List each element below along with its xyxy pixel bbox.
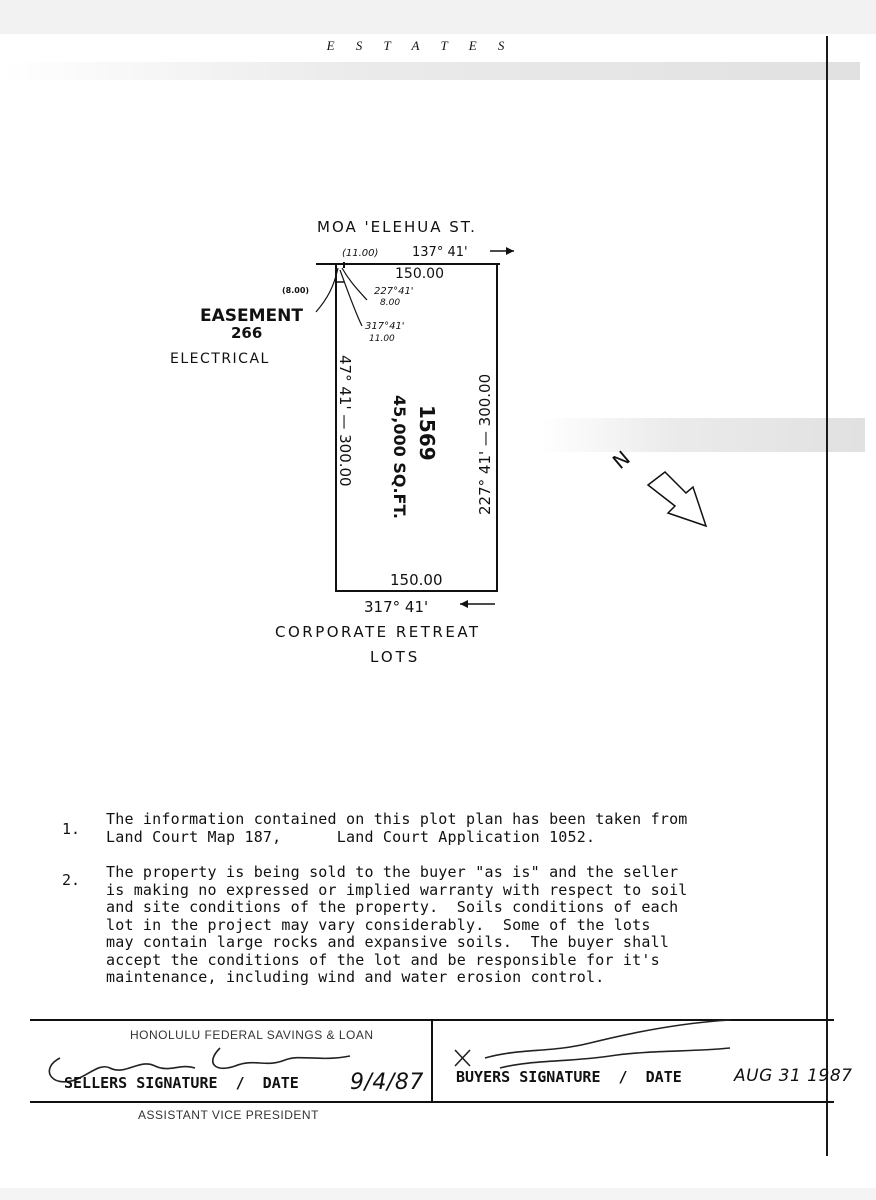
- north-label: N: [607, 445, 635, 474]
- dim-top-small: (11.00): [342, 248, 379, 259]
- easement-bearing-1: 227°41': [374, 286, 414, 297]
- buyer-signature-date: AUG 31 1987: [734, 1066, 853, 1086]
- street-name: MOA 'ELEHUA ST.: [317, 218, 477, 236]
- electrical-label: ELECTRICAL: [170, 351, 270, 367]
- lot-number: 1569: [415, 405, 439, 461]
- easement-label: EASEMENT: [200, 306, 303, 326]
- left-side-dim: 47° 41' — 300.00: [336, 355, 354, 487]
- seller-signature-date: 9/4/87: [350, 1070, 424, 1095]
- note-text: The information contained on this plot plan has been taken from Land Court Map 187, Land Court Application 1052.: [106, 810, 688, 846]
- seller-bank-stamp: HONOLULU FEDERAL SAVINGS & LOAN: [130, 1028, 374, 1042]
- easement-bearing-2: 317°41': [365, 321, 405, 332]
- easement-number: 266: [231, 324, 263, 342]
- note-number: 2.: [62, 871, 81, 889]
- north-arrow-icon: [648, 472, 706, 526]
- easement-length-2: 11.00: [369, 334, 395, 344]
- dim-small-left: (8.00): [282, 286, 310, 295]
- bottom-label-1: CORPORATE RETREAT: [275, 623, 481, 641]
- note-number: 1.: [62, 820, 81, 838]
- buyer-signature-label: BUYERS SIGNATURE / DATE: [456, 1068, 682, 1086]
- lot-area: 45,000 SQ.FT.: [390, 395, 409, 520]
- length-bottom: 150.00: [390, 571, 443, 589]
- seller-title-stamp: ASSISTANT VICE PRESIDENT: [138, 1108, 319, 1122]
- page-bottom-margin: [0, 1188, 876, 1200]
- bottom-label-2: LOTS: [370, 648, 421, 666]
- right-side-dim: 227° 41' — 300.00: [476, 373, 494, 515]
- header-title: E S T A T E S: [326, 38, 514, 53]
- note-text: The property is being sold to the buyer "as is" and the seller is making no expressed or implied warranty with respect to soil and site conditions of the property. Soils conditions of each lot in the project may vary considerably. Some of the lots may contain large rocks and expansive soils. The buyer shall accept the conditions of the lot and be responsible for it's maintenance, including wind and water erosion control.: [106, 863, 688, 986]
- easement-length-1: 8.00: [380, 298, 401, 308]
- buyer-handwritten-signature: [455, 1020, 730, 1068]
- length-top: 150.00: [395, 266, 444, 282]
- bearing-top: 137° 41': [412, 245, 468, 260]
- seller-signature-label: SELLERS SIGNATURE / DATE: [64, 1074, 299, 1092]
- bearing-bottom: 317° 41': [364, 598, 429, 616]
